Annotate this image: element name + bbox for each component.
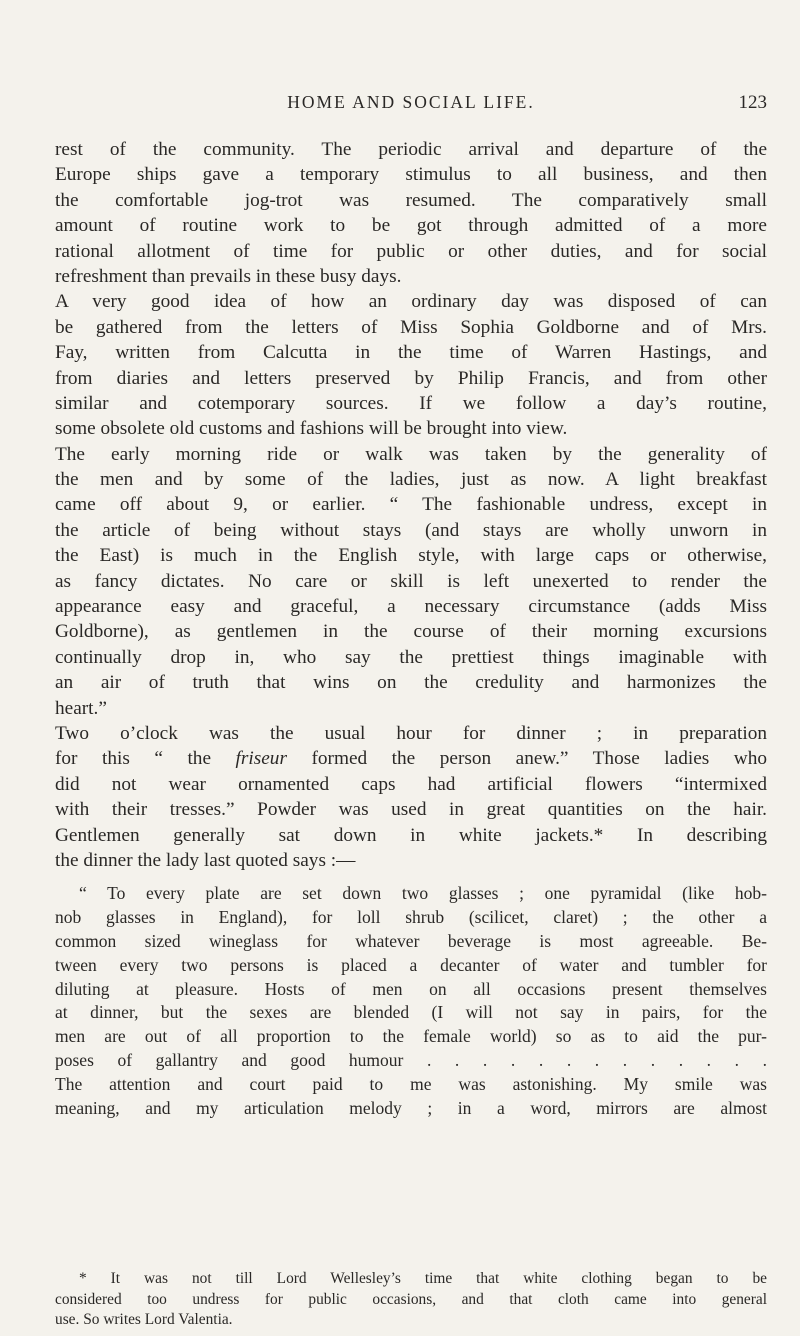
text-line: the dinner the lady last quoted says :—: [55, 849, 356, 871]
block-quote: [55, 882, 767, 1120]
body-text: [55, 137, 767, 1120]
quote-line: at dinner, but the sexes are blended (I will not say in pairs, for the: [55, 1002, 767, 1023]
text-line: the men and by some of the ladies, just as now. A light breakfast: [55, 469, 767, 491]
page-number: 123: [738, 92, 767, 113]
text-line: did not wear ornamented caps had artificial flowers “intermixed: [55, 773, 767, 795]
text-line: A very good idea of how an ordinary day was disposed of can: [55, 291, 767, 313]
page-header: [55, 92, 767, 118]
footnote: [55, 1269, 767, 1331]
footnote-line: use. So writes Lord Valentia.: [55, 1311, 233, 1329]
text-line: be gathered from the letters of Miss Sophia Goldborne and of Mrs.: [55, 316, 767, 338]
text-line: similar and cotemporary sources. If we follow a day’s routine,: [55, 392, 767, 414]
quote-line: meaning, and my articulation melody ; in a word, mirrors are almost: [55, 1097, 767, 1118]
text-line: Gentlemen generally sat down in white jackets.* In describing: [55, 824, 767, 846]
footnote-line: * It was not till Lord Wellesley’s time that white clothing began to be: [79, 1270, 767, 1287]
running-title: HOME AND SOCIAL LIFE.: [287, 92, 535, 112]
text-line: Two o’clock was the usual hour for dinner ; in preparation: [55, 722, 767, 744]
quote-line: tween every two persons is placed a decanter of water and tumbler for: [55, 954, 767, 975]
quote-line: “ To every plate are set down two glasses ; one pyramidal (like hob-: [79, 883, 767, 904]
text-line: The early morning ride or walk was taken by the generality of: [55, 443, 767, 465]
text-line: Goldborne), as gentlemen in the course of their morning excursions: [55, 621, 767, 643]
text-line: as fancy dictates. No care or skill is left unexerted to render the: [55, 570, 767, 592]
text-line: from diaries and letters preserved by Philip Francis, and from other: [55, 367, 767, 389]
quote-line: men are out of all proportion to the female world) so as to aid the pur-: [55, 1026, 767, 1047]
quote-line: diluting at pleasure. Hosts of men on all occasions present themselves: [55, 978, 767, 999]
text-line: with their tresses.” Powder was used in great quantities on the hair.: [55, 799, 767, 821]
text-line: the East) is much in the English style, with large caps or otherwise,: [55, 545, 767, 567]
text-line: heart.”: [55, 697, 107, 719]
text-line: Fay, written from Calcutta in the time of Warren Hastings, and: [55, 342, 767, 364]
text-line: rational allotment of time for public or other duties, and for social: [55, 240, 767, 262]
footnote-line: considered too undress for public occasions, and that cloth came into general: [55, 1290, 767, 1308]
text-line: continually drop in, who say the prettiest things imaginable with: [55, 646, 767, 668]
quote-line: The attention and court paid to me was astonishing. My smile was: [55, 1073, 767, 1094]
text-line: an air of truth that wins on the credulity and harmonizes the: [55, 672, 767, 694]
text-line: amount of routine work to be got through admitted of a more: [55, 215, 767, 237]
text-line: rest of the community. The periodic arrival and departure of the: [55, 139, 767, 160]
quote-line: poses of gallantry and good humour . . . . . . . . . . . . .: [55, 1049, 767, 1070]
text-line: the article of being without stays (and stays are wholly unworn in: [55, 519, 767, 541]
text-line: some obsolete old customs and fashions will be brought into view.: [55, 418, 568, 440]
text-line: for this “ the friseur formed the person anew.” Those ladies who: [55, 748, 767, 770]
quote-line: common sized wineglass for whatever beverage is most agreeable. Be-: [55, 930, 767, 951]
text-line: came off about 9, or earlier. “ The fashionable undress, except in: [55, 494, 767, 516]
text-line: the comfortable jog-trot was resumed. The comparatively small: [55, 189, 767, 211]
quote-line: nob glasses in England), for loll shrub (scilicet, claret) ; the other a: [55, 907, 767, 928]
text-line: appearance easy and graceful, a necessary circumstance (adds Miss: [55, 596, 767, 618]
text-line: refreshment than prevails in these busy days.: [55, 265, 402, 287]
text-line: Europe ships gave a temporary stimulus to all business, and then: [55, 164, 767, 186]
